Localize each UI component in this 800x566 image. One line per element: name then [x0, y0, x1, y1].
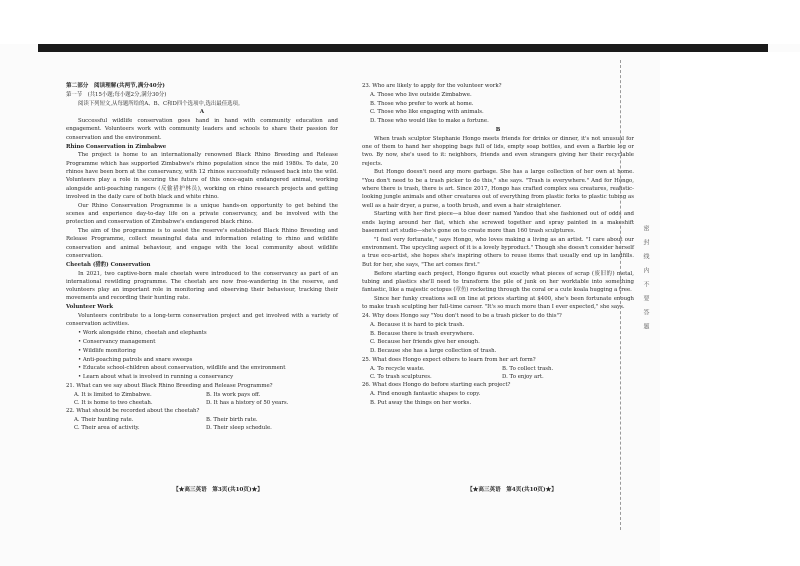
- question-25-options-row: [362, 365, 634, 373]
- passage-a-label: A: [199, 109, 205, 116]
- question-26-stem: 26. What does Hongo do before starting each project?: [362, 382, 511, 389]
- paragraph: "I feel very fortunate," says Hongo, who loves making a living as an artist. "I care about our environment. The upcycling aspect of it is a lovely byproduct." Though she doesn't consider herself a true eco-artist, she hopes she's inspiring others to reuse items that usually end up in landfills. But for her, she says, "The art comes first.": [362, 236, 634, 268]
- option: C. To trash sculptures.: [370, 374, 432, 381]
- heading-cheetah: Cheetah (猎豹) Conservation: [66, 261, 151, 268]
- page-footer-right: 【★高三英语 第4页(共10页)★】: [467, 487, 557, 493]
- option: B. Those who prefer to work at home.: [370, 100, 474, 107]
- page-footer-left: 【★高三英语 第3页(共10页)★】: [173, 487, 263, 493]
- paragraph: But Hongo doesn't need any more garbage. She has a large collection of her own at home. "You don't need to be a trash picker to do this," she says. "Trash is everywhere." And for Hongo, where there is trash, there is art. Since 2017, Hongo has crafted complex sea creatures, realistic-looking jungle animals and other creatures out of everything from plastic forks to plastic tubing as well as a hair dryer, a purse, a tooth brush, and even a hair straightener.: [362, 169, 634, 209]
- paragraph: Starting with her first piece—a blue deer named Yandoo that she fashioned out of odds and ends laying around her flat, which she screwed together and spray painted in a makeshift basement art studio—she's gone on to create more than 160 trash sculptures.: [362, 211, 634, 235]
- binding-dashed-line: [620, 60, 622, 530]
- option: D. Their sleep schedule.: [206, 425, 272, 432]
- option: C. It is home to two cheetah.: [74, 399, 153, 406]
- option: C. Their area of activity.: [74, 425, 140, 432]
- bullet-item: • Anti-poaching patrols and snare sweeps: [78, 356, 193, 363]
- scan-top-margin: [0, 0, 800, 44]
- binding-line-notice: 密封线内不要答题: [642, 225, 649, 337]
- option: D. It has a history of 50 years.: [206, 399, 289, 406]
- scan-right-margin: [660, 52, 800, 566]
- paragraph: The project is home to an internationally renowned Black Rhino Breeding and Release Programme which has supported Zimbabwe's rhino population since the mid 1980s. To date, 20 rhinos have been born at the conservancy, with 12 rhinos successfully released back into the wild. Volunteers play a role in securing the future of this once-again endangered animal, working alongside anti-poaching rangers (反偷猎护林员), working on rhino research projects and getting involved in the daily care of both black and white rhino.: [66, 152, 338, 200]
- section-title: 第一节 (共15小题;每小题2分,满分30分): [66, 91, 167, 98]
- paragraph: Volunteers contribute to a long-term conservation project and get involved with a variety of conservation activities.: [66, 313, 338, 328]
- question-21-stem: 21. What can we say about Black Rhino Breeding and Release Programme?: [66, 382, 273, 389]
- question-22-options-row: [66, 424, 338, 432]
- passage-a-intro: Successful wildlife conservation goes hand in hand with community education and engagement. Volunteers work with community leaders and schools to share their passion for conservation and the environment.: [66, 118, 338, 141]
- option: C. Because her friends give her enough.: [370, 339, 480, 346]
- bullet-item: • Learn about what is involved in running a conservancy: [78, 374, 234, 381]
- heading-rhino: Rhino Conservation in Zimbabwe: [66, 143, 167, 150]
- bullet-item: • Work alongside rhino, cheetah and elephants: [78, 330, 207, 337]
- option: A. Those who live outside Zimbabwe.: [370, 91, 472, 98]
- bullet-item: • Educate school-children about conservation, wildlife and the environment: [78, 365, 286, 372]
- bullet-item: • Conservancy management: [78, 338, 156, 345]
- scan-top-shadow-band: [38, 44, 768, 52]
- question-23-stem: 23. Who are likely to apply for the volunteer work?: [362, 83, 502, 89]
- paragraph: In 2021, two captive-born male cheetah were introduced to the conservancy as part of an international rewilding programme. The cheetah are now free-wandering in the reserve, and volunteers play an important role in monitoring and observing their behaviour, tracking their movements and recording their hunting rate.: [66, 270, 338, 302]
- question-21-options-row: [66, 399, 338, 407]
- option: B. Because there is trash everywhere.: [370, 330, 475, 337]
- option: B. Its work pays off.: [206, 391, 261, 398]
- option: C. Those who like engaging with animals.: [370, 109, 484, 116]
- part-title: 第二部分 阅读理解(共两节,满分40分): [66, 83, 165, 89]
- left-column: [66, 82, 338, 433]
- option: A. It is limited to Zimbabwe.: [74, 391, 152, 398]
- option: B. Their birth rate.: [206, 417, 258, 424]
- heading-volunteer-work: Volunteer Work: [66, 304, 114, 311]
- question-22-stem: 22. What should be recorded about the cheetah?: [66, 408, 200, 415]
- option: D. Those who would like to make a fortune.: [370, 118, 489, 125]
- question-21-options-row: [66, 391, 338, 399]
- paragraph: Our Rhino Conservation Programme is a unique hands-on opportunity to get behind the scenes and experience day-to-day life on a private conservancy, and be involved with the protection and conservation of Zimbabwe's endangered black rhino.: [66, 202, 338, 226]
- option: B. Put away the things on her works.: [370, 399, 472, 406]
- question-25-options-row: [362, 373, 634, 381]
- bullet-item: • Wildlife monitoring: [78, 347, 136, 354]
- question-24-stem: 24. Why does Hongo say "You don't need to be a trash picker to do this"?: [362, 313, 562, 320]
- option: A. To recycle waste.: [370, 365, 425, 372]
- option: A. Their hunting rate.: [74, 417, 134, 424]
- question-22-options-row: [66, 416, 338, 424]
- paragraph: When trash sculptor Stephanie Hongo meets friends for drinks or dinner, it's not unusual for one of them to hand her shopping bags full of lids, empty soap bottles, and even a Barbie leg or two. By now, she's used to it: neighbors, friends and even strangers giving her their recyclable rejects.: [362, 135, 634, 167]
- option: D. To enjoy art.: [502, 374, 544, 381]
- option: A. Find enough fantastic shapes to copy.: [370, 391, 481, 398]
- paragraph: The aim of the programme is to assist the reserve's established Black Rhino Breeding and Release Programme, collect meaningful data and information relating to rhino and wildlife conservation and animal behaviour, and engage with the local community about wildlife conservation.: [66, 228, 338, 259]
- instruction: 阅读下列短文,从每题所给的A、B、C和D四个选项中,选出最佳选项。: [78, 100, 244, 107]
- right-column: [362, 82, 634, 408]
- paragraph: Since her funky creations sell on line at prices starting at $400, she's been fortunate enough to make trash sculpting her full-time career. "It's so much more than I ever expected," she says.: [362, 295, 634, 311]
- option: D. Because she has a large collection of trash.: [370, 348, 497, 355]
- paragraph: Before starting each project, Hongo figures out exactly what pieces of scrap (废旧的) metal, tubing and plastics she'll need to transform the pile of junk on her worktable into something fantastic, like a majestic octopus (章鱼) rocketing through the coral or a cute koala hugging a tree.: [362, 270, 634, 294]
- passage-b-label: B: [495, 126, 501, 133]
- option: B. To collect trash.: [502, 365, 554, 372]
- option: A. Because it is hard to pick trash.: [370, 321, 465, 328]
- question-25-stem: 25. What does Hongo expect others to learn from her art form?: [362, 357, 536, 363]
